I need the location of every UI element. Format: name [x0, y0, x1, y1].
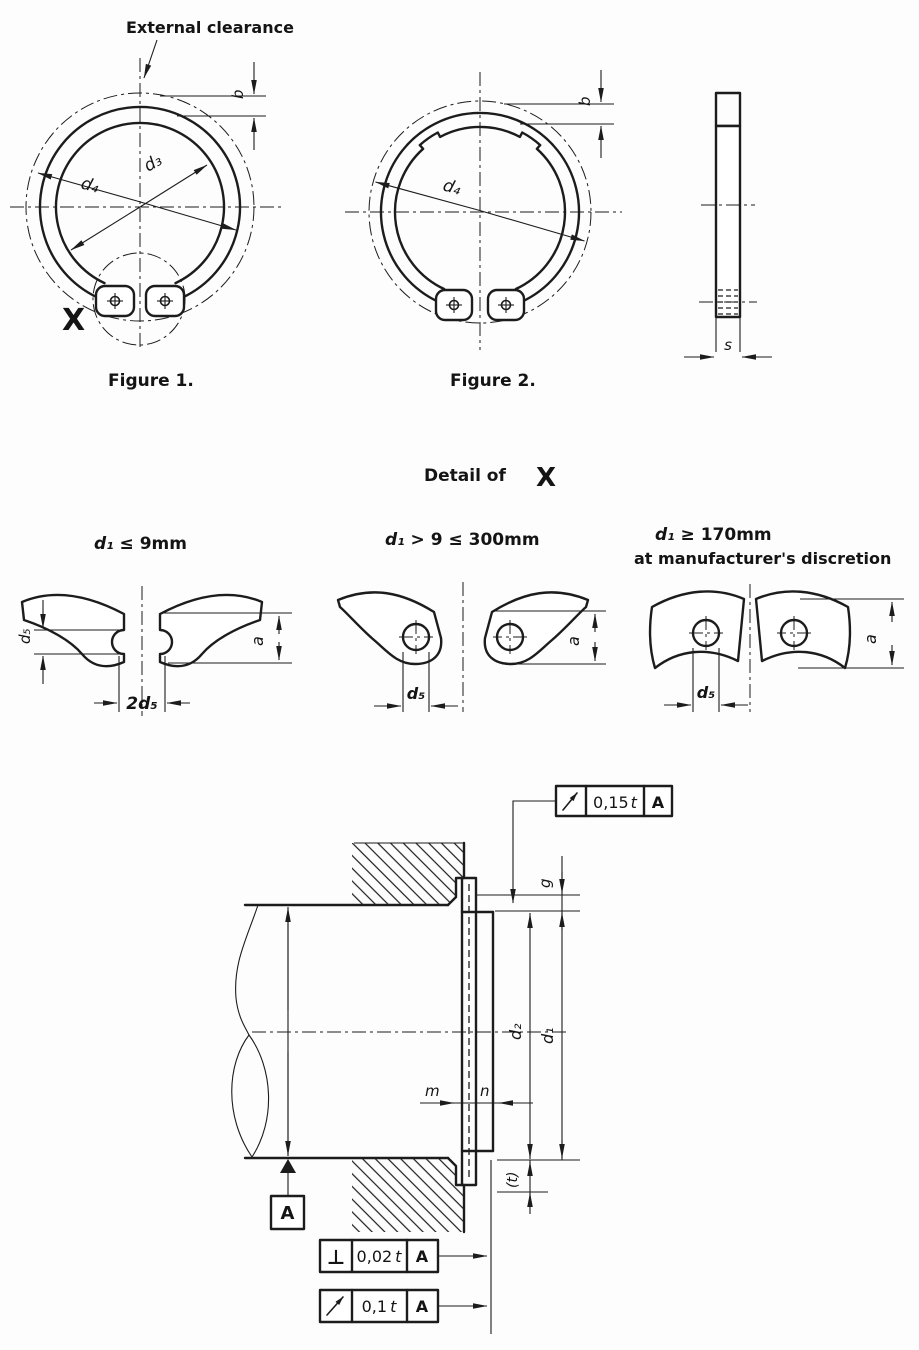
- external-clearance-label: External clearance: [126, 18, 294, 37]
- lug-end-left: [650, 591, 744, 668]
- detail-x-mark: X: [62, 303, 86, 338]
- d3-arrow-downleft: [71, 207, 140, 250]
- external-clearance-leader: [144, 40, 157, 78]
- d4-label: d₄: [440, 175, 464, 200]
- datum-triangle-icon: [280, 1159, 296, 1173]
- detail-section: [16, 463, 904, 716]
- d4-arrow-upleft: [376, 182, 479, 210]
- a-label: a: [861, 634, 880, 644]
- detail-heading: Detail of: [424, 466, 506, 486]
- d1-label: d₁: [538, 1027, 557, 1044]
- g-label: g: [536, 878, 554, 888]
- condition-label: d₁ ≤ 9mm: [94, 534, 187, 554]
- n-label: n: [480, 1082, 490, 1100]
- ring-edge-body: [716, 126, 740, 317]
- tolerance-frame-runout-bottom: [320, 1290, 487, 1322]
- t-label: (t): [505, 1171, 521, 1188]
- tolerance-frame-perpendicularity: [320, 1240, 487, 1272]
- d5-label: d₅: [696, 683, 716, 702]
- tolerance-value: 0,02 t: [356, 1247, 402, 1266]
- figure1-caption: Figure 1.: [108, 371, 194, 391]
- lug-end-right: [160, 595, 262, 666]
- break-lens-hatch: [232, 1035, 269, 1157]
- d4-label: d₄: [78, 173, 102, 198]
- tolerance-value: 0,1 t: [361, 1297, 397, 1316]
- 2d5-label: 2d₅: [126, 694, 158, 714]
- tolerance-datum: A: [415, 1247, 429, 1266]
- figure2-caption: Figure 2.: [450, 371, 536, 391]
- ring-section-bottom: [462, 1151, 476, 1185]
- d3-label: d₃: [140, 150, 166, 177]
- figure2: [345, 70, 622, 391]
- d4-arrow-downright: [137, 201, 236, 230]
- d5-label: d₅: [16, 628, 34, 644]
- m-label: m: [425, 1082, 440, 1100]
- tolerance-datum: A: [415, 1297, 429, 1316]
- a-label: a: [564, 636, 583, 646]
- lug-end-right: [756, 591, 850, 668]
- detail-right: [634, 525, 904, 712]
- detail-middle: [338, 530, 606, 712]
- condition-label: d₁ > 9 ≤ 300mm: [385, 530, 540, 550]
- ring-side-view: [684, 93, 772, 357]
- figure1: [10, 18, 294, 391]
- d4-arrow-downright: [478, 210, 585, 241]
- b-label: b: [576, 96, 594, 106]
- s-label: s: [724, 336, 732, 354]
- a-label: a: [248, 636, 267, 646]
- housing-section-top-hatch: [352, 843, 464, 905]
- perpendicularity-icon: ⊥: [326, 1245, 346, 1269]
- d5-label: d₅: [406, 684, 426, 703]
- tolerance-datum: A: [651, 793, 665, 812]
- groove-installation-figure: [232, 786, 672, 1334]
- lug-end-right: [485, 592, 588, 664]
- condition-note: at manufacturer's discretion: [634, 549, 892, 568]
- housing-section-bottom-hatch: [352, 1158, 464, 1232]
- detail-heading-x: X: [536, 463, 557, 493]
- section-top-hatch: [716, 93, 740, 126]
- condition-label: d₁ ≥ 170mm: [655, 525, 772, 545]
- b-label: b: [229, 89, 247, 99]
- break-line: [236, 905, 258, 1035]
- d2-label: d₂: [506, 1023, 525, 1040]
- detail-left: [16, 534, 292, 716]
- tolerance-value: 0,15 t: [593, 793, 637, 812]
- lug-end-left: [338, 592, 441, 664]
- datum-label: A: [280, 1203, 295, 1224]
